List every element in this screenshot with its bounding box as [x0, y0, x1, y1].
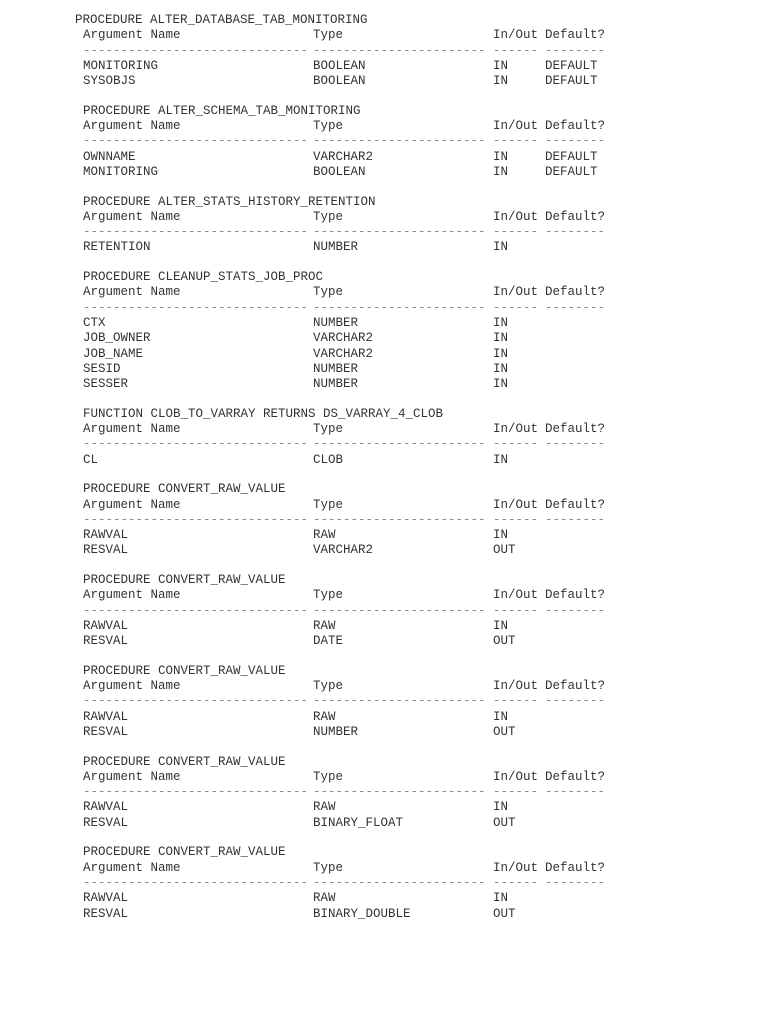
separator-type: -----------------------	[313, 300, 486, 315]
argument-row	[0, 619, 768, 634]
argument-type: RAW	[313, 800, 336, 815]
header-argument-name: Argument Name	[83, 119, 181, 134]
header-in-out: In/Out	[493, 497, 539, 512]
argument-name: RAWVAL	[83, 528, 129, 543]
argument-name: SYSOBJS	[83, 74, 136, 89]
header-default: Default?	[545, 119, 606, 134]
procedure-block	[0, 270, 768, 392]
procedure-title: PROCEDURE CONVERT_RAW_VALUE	[83, 754, 286, 769]
separator-in-out: ------	[493, 300, 539, 315]
header-type: Type	[313, 679, 344, 694]
header-argument-name: Argument Name	[83, 422, 181, 437]
argument-in-out: IN	[493, 618, 509, 633]
argument-name: JOB_OWNER	[83, 331, 151, 346]
header-default: Default?	[545, 209, 606, 224]
argument-in-out: IN	[493, 331, 509, 346]
procedure-title: PROCEDURE ALTER_DATABASE_TAB_MONITORING	[75, 13, 368, 27]
procedure-title-line	[0, 13, 768, 28]
argument-name: RESVAL	[83, 724, 129, 739]
argument-name: CL	[83, 452, 99, 467]
separator-default: --------	[545, 300, 606, 315]
column-header-row	[0, 285, 768, 300]
separator-default: --------	[545, 603, 606, 618]
separator-row	[0, 513, 768, 528]
argument-name: RESVAL	[83, 906, 129, 921]
separator-default: --------	[545, 785, 606, 800]
procedure-block	[0, 482, 768, 558]
argument-name: RESVAL	[83, 634, 129, 649]
argument-type: VARCHAR2	[313, 543, 374, 558]
argument-name: MONITORING	[83, 58, 159, 73]
header-in-out: In/Out	[493, 679, 539, 694]
argument-type: NUMBER	[313, 315, 359, 330]
header-in-out: In/Out	[493, 119, 539, 134]
argument-name: RETENTION	[83, 240, 151, 255]
argument-row	[0, 316, 768, 331]
argument-in-out: OUT	[493, 634, 516, 649]
separator-in-out: ------	[493, 43, 539, 58]
argument-row	[0, 377, 768, 392]
procedure-title-line	[0, 104, 768, 119]
argument-type: VARCHAR2	[313, 346, 374, 361]
argument-type: BOOLEAN	[313, 74, 366, 89]
argument-type: NUMBER	[313, 240, 359, 255]
argument-name: SESID	[83, 361, 121, 376]
header-argument-name: Argument Name	[83, 285, 181, 300]
argument-row	[0, 362, 768, 377]
header-type: Type	[313, 769, 344, 784]
argument-row	[0, 891, 768, 906]
separator-row	[0, 44, 768, 59]
argument-in-out: OUT	[493, 815, 516, 830]
separator-default: --------	[545, 43, 606, 58]
procedure-listing	[0, 13, 768, 936]
argument-in-out: IN	[493, 74, 509, 89]
argument-in-out: IN	[493, 709, 509, 724]
header-in-out: In/Out	[493, 285, 539, 300]
separator-in-out: ------	[493, 875, 539, 890]
header-type: Type	[313, 209, 344, 224]
argument-type: RAW	[313, 891, 336, 906]
separator-default: --------	[545, 437, 606, 452]
argument-in-out: IN	[493, 149, 509, 164]
procedure-block	[0, 573, 768, 649]
header-type: Type	[313, 28, 344, 43]
separator-in-out: ------	[493, 694, 539, 709]
separator-row	[0, 134, 768, 149]
column-header-row	[0, 498, 768, 513]
header-in-out: In/Out	[493, 209, 539, 224]
argument-in-out: OUT	[493, 906, 516, 921]
argument-type: BINARY_FLOAT	[313, 815, 404, 830]
argument-type: RAW	[313, 618, 336, 633]
procedure-block	[0, 664, 768, 740]
procedure-title-line	[0, 407, 768, 422]
procedure-title: FUNCTION CLOB_TO_VARRAY RETURNS DS_VARRAY_4_CLOB	[83, 406, 444, 421]
argument-in-out: IN	[493, 346, 509, 361]
separator-argument-name: ------------------------------	[83, 225, 309, 240]
separator-argument-name: ------------------------------	[83, 694, 309, 709]
argument-type: BOOLEAN	[313, 164, 366, 179]
argument-in-out: IN	[493, 377, 509, 392]
separator-in-out: ------	[493, 437, 539, 452]
separator-type: -----------------------	[313, 437, 486, 452]
argument-name: JOB_NAME	[83, 346, 144, 361]
argument-type: VARCHAR2	[313, 331, 374, 346]
separator-type: -----------------------	[313, 512, 486, 527]
separator-row	[0, 694, 768, 709]
header-argument-name: Argument Name	[83, 209, 181, 224]
header-default: Default?	[545, 769, 606, 784]
argument-default: DEFAULT	[545, 58, 598, 73]
argument-type: RAW	[313, 528, 336, 543]
procedure-block	[0, 755, 768, 831]
procedure-title-line	[0, 270, 768, 285]
argument-row	[0, 543, 768, 558]
header-type: Type	[313, 860, 344, 875]
procedure-title-line	[0, 755, 768, 770]
separator-type: -----------------------	[313, 134, 486, 149]
procedure-title: PROCEDURE CLEANUP_STATS_JOB_PROC	[83, 270, 324, 285]
separator-default: --------	[545, 512, 606, 527]
argument-type: BINARY_DOUBLE	[313, 906, 411, 921]
argument-name: SESSER	[83, 377, 129, 392]
argument-name: RESVAL	[83, 815, 129, 830]
header-argument-name: Argument Name	[83, 860, 181, 875]
column-header-row	[0, 422, 768, 437]
procedure-title-line	[0, 845, 768, 860]
argument-in-out: OUT	[493, 543, 516, 558]
argument-type: RAW	[313, 709, 336, 724]
header-argument-name: Argument Name	[83, 497, 181, 512]
header-argument-name: Argument Name	[83, 588, 181, 603]
separator-type: -----------------------	[313, 694, 486, 709]
procedure-title: PROCEDURE ALTER_STATS_HISTORY_RETENTION	[83, 194, 376, 209]
argument-in-out: IN	[493, 800, 509, 815]
header-in-out: In/Out	[493, 28, 539, 43]
separator-argument-name: ------------------------------	[83, 134, 309, 149]
column-header-row	[0, 119, 768, 134]
separator-row	[0, 437, 768, 452]
header-default: Default?	[545, 422, 606, 437]
column-header-row	[0, 770, 768, 785]
separator-in-out: ------	[493, 134, 539, 149]
separator-in-out: ------	[493, 603, 539, 618]
procedure-title: PROCEDURE CONVERT_RAW_VALUE	[83, 845, 286, 860]
separator-in-out: ------	[493, 512, 539, 527]
argument-name: RAWVAL	[83, 800, 129, 815]
procedure-block	[0, 104, 768, 180]
procedure-title: PROCEDURE ALTER_SCHEMA_TAB_MONITORING	[83, 103, 361, 118]
separator-argument-name: ------------------------------	[83, 512, 309, 527]
header-default: Default?	[545, 588, 606, 603]
header-default: Default?	[545, 679, 606, 694]
argument-in-out: IN	[493, 452, 509, 467]
header-in-out: In/Out	[493, 769, 539, 784]
separator-argument-name: ------------------------------	[83, 437, 309, 452]
argument-default: DEFAULT	[545, 149, 598, 164]
column-header-row	[0, 679, 768, 694]
procedure-block	[0, 195, 768, 256]
argument-row	[0, 907, 768, 922]
column-header-row	[0, 588, 768, 603]
argument-row	[0, 710, 768, 725]
argument-in-out: IN	[493, 164, 509, 179]
separator-type: -----------------------	[313, 875, 486, 890]
argument-name: RAWVAL	[83, 709, 129, 724]
argument-name: OWNNAME	[83, 149, 136, 164]
argument-in-out: IN	[493, 528, 509, 543]
header-default: Default?	[545, 860, 606, 875]
separator-row	[0, 604, 768, 619]
argument-row	[0, 59, 768, 74]
argument-row	[0, 453, 768, 468]
separator-type: -----------------------	[313, 43, 486, 58]
separator-row	[0, 225, 768, 240]
header-default: Default?	[545, 497, 606, 512]
argument-in-out: IN	[493, 891, 509, 906]
header-type: Type	[313, 497, 344, 512]
argument-name: RESVAL	[83, 543, 129, 558]
procedure-title: PROCEDURE CONVERT_RAW_VALUE	[83, 482, 286, 497]
argument-row	[0, 816, 768, 831]
header-default: Default?	[545, 28, 606, 43]
procedure-title-line	[0, 573, 768, 588]
argument-row	[0, 240, 768, 255]
argument-type: NUMBER	[313, 724, 359, 739]
argument-row	[0, 150, 768, 165]
procedure-title: PROCEDURE CONVERT_RAW_VALUE	[83, 572, 286, 587]
procedure-block	[0, 407, 768, 468]
header-argument-name: Argument Name	[83, 679, 181, 694]
argument-row	[0, 74, 768, 89]
separator-row	[0, 301, 768, 316]
separator-argument-name: ------------------------------	[83, 785, 309, 800]
argument-name: MONITORING	[83, 164, 159, 179]
separator-default: --------	[545, 225, 606, 240]
argument-name: RAWVAL	[83, 618, 129, 633]
header-argument-name: Argument Name	[83, 769, 181, 784]
separator-default: --------	[545, 875, 606, 890]
header-in-out: In/Out	[493, 422, 539, 437]
procedure-title-line	[0, 664, 768, 679]
argument-in-out: IN	[493, 240, 509, 255]
argument-in-out: OUT	[493, 724, 516, 739]
separator-type: -----------------------	[313, 785, 486, 800]
header-default: Default?	[545, 285, 606, 300]
separator-type: -----------------------	[313, 603, 486, 618]
separator-argument-name: ------------------------------	[83, 43, 309, 58]
argument-row	[0, 725, 768, 740]
argument-row	[0, 528, 768, 543]
argument-name: CTX	[83, 315, 106, 330]
separator-row	[0, 785, 768, 800]
separator-in-out: ------	[493, 225, 539, 240]
procedure-block	[0, 845, 768, 921]
separator-default: --------	[545, 134, 606, 149]
separator-type: -----------------------	[313, 225, 486, 240]
separator-argument-name: ------------------------------	[83, 875, 309, 890]
argument-default: DEFAULT	[545, 164, 598, 179]
header-type: Type	[313, 588, 344, 603]
header-argument-name: Argument Name	[83, 28, 181, 43]
column-header-row	[0, 28, 768, 43]
separator-default: --------	[545, 694, 606, 709]
argument-type: VARCHAR2	[313, 149, 374, 164]
argument-in-out: IN	[493, 58, 509, 73]
header-type: Type	[313, 422, 344, 437]
argument-type: CLOB	[313, 452, 344, 467]
argument-row	[0, 634, 768, 649]
argument-type: BOOLEAN	[313, 58, 366, 73]
argument-name: RAWVAL	[83, 891, 129, 906]
argument-type: NUMBER	[313, 361, 359, 376]
procedure-title-line	[0, 482, 768, 497]
separator-argument-name: ------------------------------	[83, 603, 309, 618]
procedure-title-line	[0, 195, 768, 210]
argument-row	[0, 165, 768, 180]
procedure-title: PROCEDURE CONVERT_RAW_VALUE	[83, 663, 286, 678]
separator-in-out: ------	[493, 785, 539, 800]
header-in-out: In/Out	[493, 860, 539, 875]
argument-in-out: IN	[493, 315, 509, 330]
header-in-out: In/Out	[493, 588, 539, 603]
column-header-row	[0, 210, 768, 225]
column-header-row	[0, 861, 768, 876]
header-type: Type	[313, 119, 344, 134]
argument-row	[0, 331, 768, 346]
argument-row	[0, 347, 768, 362]
argument-type: NUMBER	[313, 377, 359, 392]
header-type: Type	[313, 285, 344, 300]
separator-argument-name: ------------------------------	[83, 300, 309, 315]
argument-in-out: IN	[493, 361, 509, 376]
argument-row	[0, 800, 768, 815]
separator-row	[0, 876, 768, 891]
argument-default: DEFAULT	[545, 74, 598, 89]
procedure-block	[0, 13, 768, 89]
argument-type: DATE	[313, 634, 344, 649]
